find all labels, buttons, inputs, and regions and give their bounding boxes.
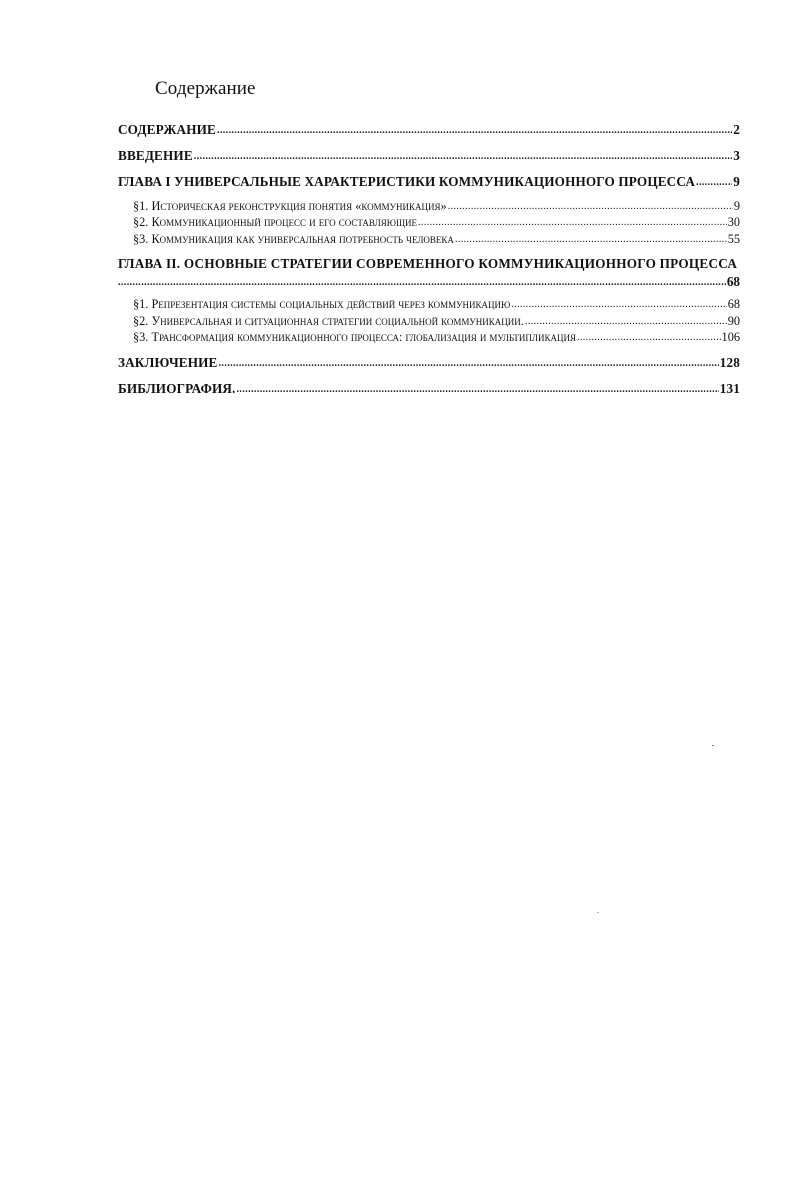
toc-entry-label: ГЛАВА II. ОСНОВНЫЕ СТРАТЕГИИ СОВРЕМЕННОГО КОММУНИКАЦИОННОГО ПРОЦЕССА <box>118 256 738 271</box>
toc-entry-section <box>133 314 740 329</box>
dot-leader <box>448 198 733 213</box>
toc-entry-chapter-2 <box>118 256 740 290</box>
dot-leader <box>217 121 732 137</box>
toc-entry-label: §3. Трансформация коммуникационного процесса: глобализация и мультипликация <box>133 330 576 344</box>
toc-entry-conclusion <box>118 355 740 371</box>
toc-page-number: 2 <box>733 122 740 137</box>
toc-entry-label: §2. Универсальная и ситуационная стратегии социальной коммуникации. <box>133 314 524 328</box>
toc-page-number: 106 <box>721 330 740 344</box>
dot-leader <box>577 329 721 344</box>
scan-speck <box>597 912 599 913</box>
toc-entry-section <box>133 330 740 345</box>
toc-page-number: 55 <box>727 232 740 246</box>
toc-entry-label: ЗАКЛЮЧЕНИЕ <box>118 355 218 370</box>
toc-page-number: 128 <box>719 355 740 370</box>
toc-page-number: 30 <box>727 215 740 229</box>
dot-leader <box>455 231 727 246</box>
toc-entry-label: §2. Коммуникационный процесс и его составляющие <box>133 215 418 229</box>
toc-page-number: 68 <box>727 297 740 311</box>
toc-entry-label: §3. Коммуникация как универсальная потребность человека <box>133 232 454 246</box>
toc-entry-section <box>133 215 740 230</box>
toc-entry-label: ГЛАВА I УНИВЕРСАЛЬНЫЕ ХАРАКТЕРИСТИКИ КОММУНИКАЦИОННОГО ПРОЦЕССА <box>118 174 696 189</box>
toc-entry-section <box>133 232 740 247</box>
toc-page-number: 131 <box>719 381 740 396</box>
toc-entry-label: ВВЕДЕНИЕ <box>118 148 193 163</box>
toc-page-number: 3 <box>733 148 740 163</box>
toc-entry-label: БИБЛИОГРАФИЯ. <box>118 381 236 396</box>
toc-page-number: 68 <box>726 274 740 289</box>
toc-entry-contents <box>118 122 740 138</box>
toc-entry-bibliography <box>118 381 740 397</box>
toc-page-number: 90 <box>727 314 740 328</box>
dot-leader <box>219 354 719 370</box>
toc-entry-label: СОДЕРЖАНИЕ <box>118 122 216 137</box>
toc-page-number: 9 <box>733 199 740 213</box>
toc-entry-section <box>133 199 740 214</box>
toc-entry-section <box>133 297 740 312</box>
page-title: Содержание <box>155 78 256 99</box>
toc-entry-label: §1. Репрезентация системы социальных действий через коммуникацию <box>133 297 511 311</box>
dot-leader <box>194 147 732 163</box>
dot-leader <box>525 313 727 328</box>
dot-leader <box>418 214 727 229</box>
scan-speck <box>712 745 714 746</box>
toc-entry-intro <box>118 148 740 164</box>
dot-leader <box>511 296 726 311</box>
dot-leader <box>118 273 727 289</box>
toc-entry-label: §1. Историческая реконструкция понятия «коммуникация» <box>133 199 447 213</box>
toc-entry-chapter-1 <box>118 174 740 190</box>
dot-leader <box>696 173 732 189</box>
dot-leader <box>237 380 719 396</box>
toc-page-number: 9 <box>733 174 740 189</box>
